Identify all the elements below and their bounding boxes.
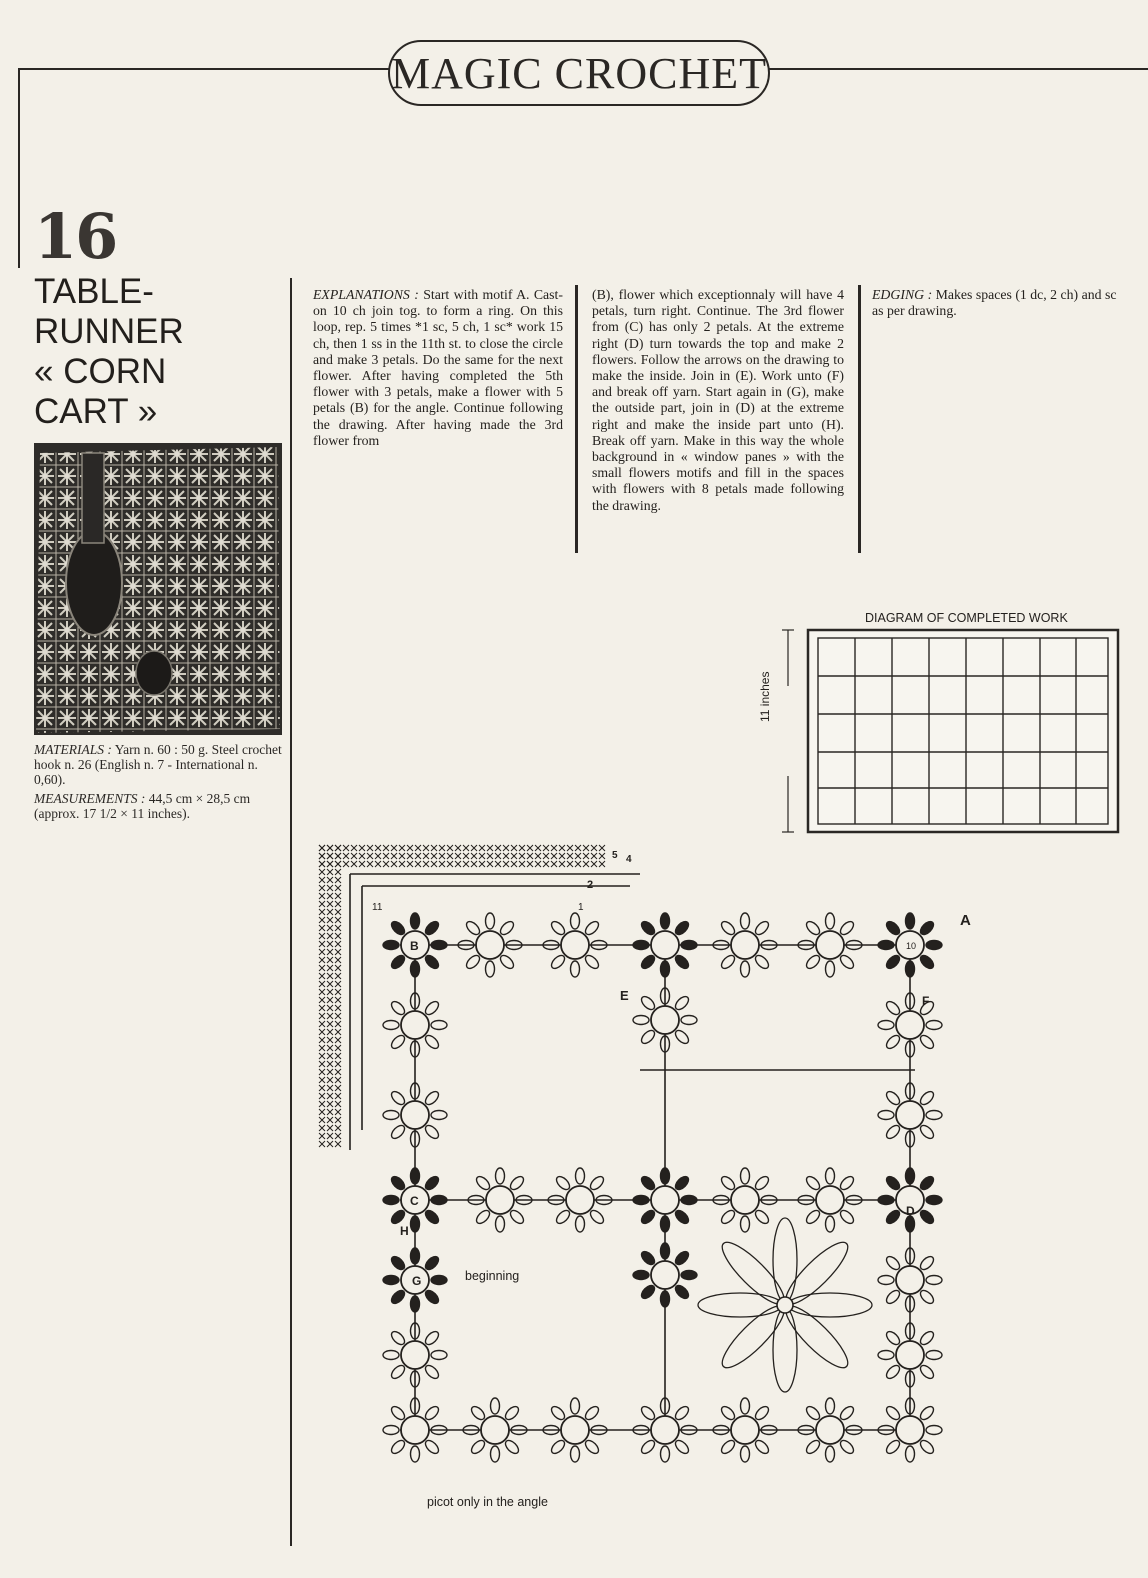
label-c: C: [410, 1194, 419, 1208]
edging-label: EDGING :: [872, 287, 933, 302]
column-divider-2: [575, 285, 578, 553]
explanations-column-1: [313, 287, 563, 449]
measurements-label: MEASUREMENTS :: [34, 791, 146, 806]
materials-block: [34, 742, 284, 825]
label-f: F: [922, 994, 930, 1008]
large-flower-motif: [698, 1218, 872, 1392]
large-petal: [773, 1308, 797, 1392]
left-border: [18, 68, 20, 268]
label-b: B: [410, 939, 419, 953]
label-row-11: 11: [372, 902, 383, 913]
materials-text: Yarn n. 60 : 50 g. Steel crochet hook n. 26 (English n. 7 - International n. 0,60).: [34, 742, 282, 787]
height-label: 11 inches: [758, 671, 772, 722]
flower-middle-row: [878, 1168, 942, 1232]
pattern-number: 16: [34, 200, 117, 273]
measurements-text: 44,5 cm × 28,5 cm (approx. 17 1/2 × 11 inches).: [34, 791, 251, 821]
materials-label: MATERIALS :: [34, 742, 112, 757]
large-petal: [788, 1293, 872, 1317]
header-rule-left: [18, 68, 390, 70]
label-g: G: [412, 1274, 422, 1288]
pattern-title: TABLE- RUNNER « CORN CART »: [34, 272, 184, 431]
label-d: D: [906, 1204, 915, 1218]
label-row-4: 4: [626, 854, 632, 865]
flower-top-row: [633, 913, 697, 977]
explanations-column-2: [592, 287, 844, 514]
header-rule-right: [764, 68, 1148, 70]
label-row-5: 5: [612, 850, 618, 861]
label-picot-note: picot only in the angle: [427, 1495, 548, 1509]
explanations-text-2: (B), flower which exceptionnaly will have 4 petals, turn right. Continue. The 3rd flower from (C) has only 2 petals. At the extreme right (D) turn towards the top and make 2 flowers. Follow the arrows on the drawing to make the inside. Join in (E). Work unto (F) and break off yarn. Start again in (G), make the outside part, join in (D) at the extreme right and make the inside part unto (H). Break off yarn. Make in this way the whole background in « window panes » with the small flowers motifs and fill in the spaces with flowers with 8 petals made following the drawing.: [592, 287, 844, 513]
magazine-header: [388, 40, 770, 106]
explanations-label: EXPLANATIONS :: [313, 287, 419, 302]
flower-column: [633, 1243, 697, 1307]
label-row-2: 2: [587, 879, 594, 891]
column-divider-3: [858, 285, 861, 553]
explanations-text-1: Start with motif A. Cast-on 10 ch join tog. to form a ring. On this loop, rep. 5 times *1 sc, 5 ch, 1 sc* work 15 ch, then 1 ss in the 11th st. to close the circle and make 3 petals. Do the same for the next flower. After having completed the 5th flower with 3 petals, make a flower with 5 petals (B) for the angle. Continue following the drawing. After having made the 3rd flower from: [313, 287, 563, 448]
completed-work-grid: [770, 626, 1130, 838]
measurements-paragraph: [34, 791, 284, 821]
flower-middle-row: [633, 1168, 697, 1232]
chart-flowers: [383, 913, 942, 1462]
crochet-chart: [300, 830, 1020, 1520]
label-h: H: [400, 1224, 409, 1238]
label-ring-count: 10: [906, 941, 917, 951]
label-e: E: [620, 988, 629, 1003]
table-runner-photo: [34, 443, 282, 735]
large-flower-center: [777, 1297, 793, 1313]
materials-paragraph: [34, 742, 284, 787]
edging-text: Makes spaces (1 dc, 2 ch) and sc as per drawing.: [872, 287, 1117, 319]
label-a: A: [960, 912, 971, 929]
column-divider-1: [290, 278, 292, 1546]
label-beginning-g: beginning: [465, 1269, 520, 1283]
large-petal: [773, 1218, 797, 1302]
completed-diagram-title: DIAGRAM OF COMPLETED WORK: [865, 611, 1068, 625]
edging-chain: [350, 874, 640, 1150]
large-petal: [698, 1293, 782, 1317]
header-title: MAGIC CROCHET: [390, 48, 768, 98]
photo-illustration: [34, 443, 282, 735]
label-row-1: 1: [578, 902, 584, 913]
edging-column: [872, 287, 1124, 319]
